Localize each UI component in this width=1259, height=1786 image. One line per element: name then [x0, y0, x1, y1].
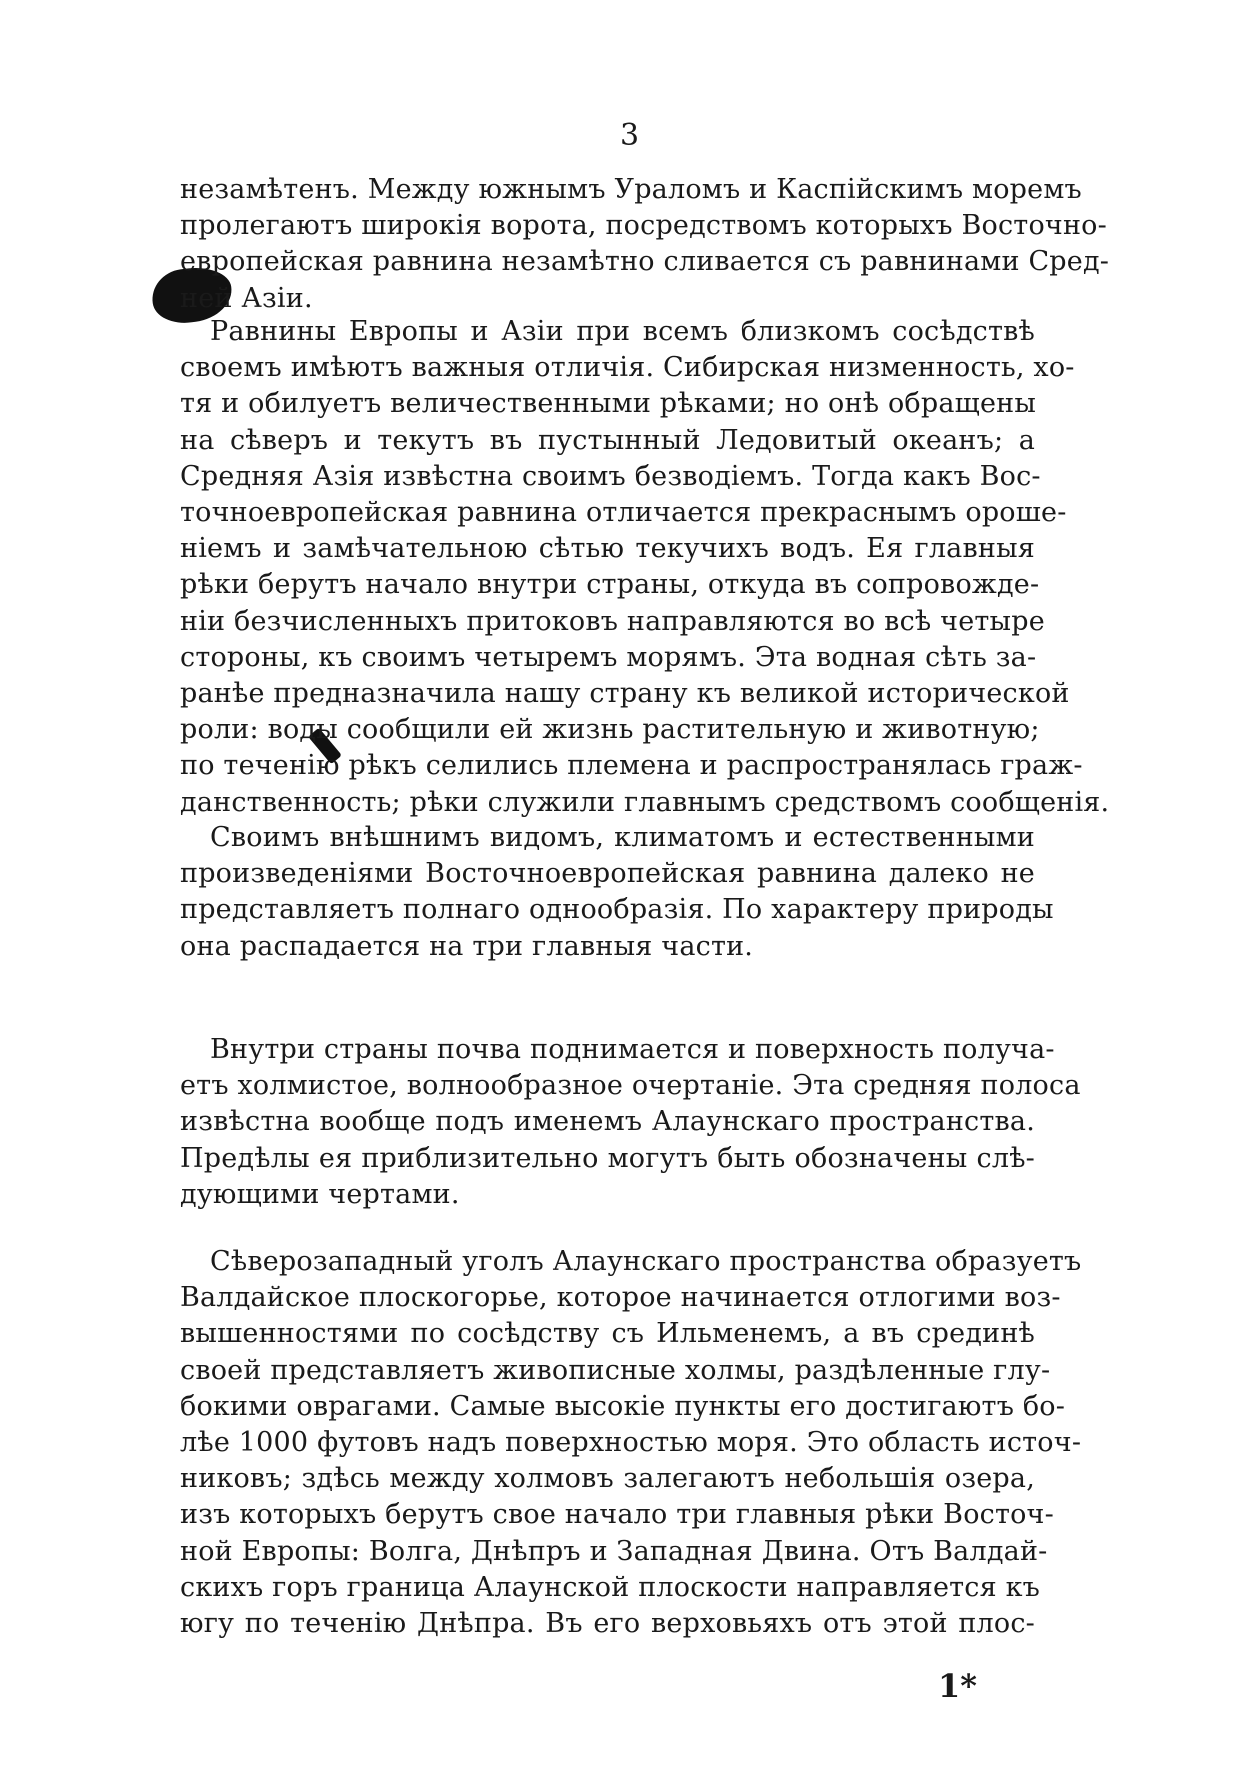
- text-line: на сѣверъ и текутъ въ пустынный Ледовитый океанъ; а: [180, 424, 1035, 456]
- text-line: Сѣверозападный уголъ Алаунскаго пространства образуетъ: [210, 1246, 1082, 1277]
- text-line: незамѣтенъ. Между южнымъ Ураломъ и Каспійскимъ моремъ: [180, 174, 1082, 205]
- signature-mark: 1*: [938, 1667, 977, 1705]
- text-line: рѣки берутъ начало внутри страны, откуда въ сопровожде-: [180, 569, 1040, 601]
- text-line: лѣе 1000 футовъ надъ поверхностью моря. Это область источ-: [180, 1427, 1082, 1459]
- paragraph-3: [180, 820, 1054, 965]
- text-line: никовъ; здѣсь между холмовъ залегаютъ небольшія озера,: [180, 1463, 1035, 1495]
- text-line: произведеніями Восточноевропейская равнина далеко не: [180, 858, 1035, 890]
- text-line: стороны, къ своимъ четыремъ морямъ. Эта водная сѣть за-: [180, 641, 1037, 673]
- text-line: своемъ имѣютъ важныя отличія. Сибирская низменность, хо-: [180, 352, 1075, 384]
- text-line: Валдайское плоскогорье, которое начинается отлогими воз-: [180, 1282, 1061, 1314]
- text-line: Своимъ внѣшнимъ видомъ, климатомъ и естественными: [210, 822, 1035, 853]
- text-line: етъ холмистое, волнообразное очертаніе. Эта средняя полоса: [180, 1070, 1081, 1102]
- text-line: ной Европы: Волга, Днѣпръ и Западная Двина. Отъ Валдай-: [180, 1535, 1048, 1567]
- text-line: представляетъ полнаго однообразія. По характеру природы: [180, 894, 1054, 926]
- text-line: изъ которыхъ берутъ свое начало три главныя рѣки Восточ-: [180, 1499, 1054, 1531]
- text-line: она распадается на три главныя части.: [180, 930, 754, 962]
- text-line: ніемъ и замѣчательною сѣтью текучихъ водъ. Ея главныя: [180, 533, 1035, 565]
- text-line: по теченію рѣкъ селились племена и распространялась граж-: [180, 750, 1083, 782]
- text-line: европейская равнина незамѣтно сливается съ равнинами Сред-: [180, 246, 1110, 278]
- text-line: точноевропейская равнина отличается прекраснымъ ороше-: [180, 497, 1067, 529]
- text-line: Предѣлы ея приблизительно могутъ быть обозначены слѣ-: [180, 1142, 1035, 1174]
- text-line: своей представляетъ живописные холмы, раздѣленные глу-: [180, 1354, 1051, 1386]
- text-line: ранѣе предназначила нашу страну къ великой исторической: [180, 678, 1070, 710]
- text-line: тя и обилуетъ величественными рѣками; но онѣ обращены: [180, 388, 1037, 420]
- text-line: пролегаютъ широкія ворота, посредствомъ которыхъ Восточно-: [180, 210, 1107, 242]
- text-line: бокими оврагами. Самые высокіе пункты его достигаютъ бо-: [180, 1390, 1066, 1422]
- text-line: Средняя Азія извѣстна своимъ безводіемъ. Тогда какъ Вос-: [180, 460, 1041, 492]
- paragraph-1: [180, 172, 1110, 317]
- paragraph-2: [180, 314, 1110, 821]
- text-line: роли: воды сообщили ей жизнь растительную и животную;: [180, 714, 1040, 746]
- text-line: Равнины Европы и Азіи при всемъ близкомъ сосѣдствѣ: [210, 316, 1035, 347]
- text-line: данственность; рѣки служили главнымъ средствомъ сообщенія.: [180, 786, 1110, 818]
- text-line: дующими чертами.: [180, 1178, 460, 1210]
- paragraph-4: [180, 1032, 1081, 1213]
- page-number: 3: [619, 118, 640, 153]
- text-line: ней Азіи.: [180, 282, 313, 314]
- text-line: скихъ горъ граница Алаунской плоскости направляется къ: [180, 1571, 1041, 1603]
- text-line: Внутри страны почва поднимается и поверхность получа-: [210, 1034, 1055, 1065]
- paragraph-5: [180, 1244, 1082, 1642]
- text-line: ніи безчисленныхъ притоковъ направляются во всѣ четыре: [180, 605, 1045, 637]
- text-line: югу по теченію Днѣпра. Въ его верховьяхъ отъ этой плос-: [180, 1608, 1035, 1640]
- text-line: вышенностями по сосѣдству съ Ильменемъ, а въ срединѣ: [180, 1318, 1035, 1350]
- text-line: извѣстна вообще подъ именемъ Алаунскаго пространства.: [180, 1106, 1035, 1138]
